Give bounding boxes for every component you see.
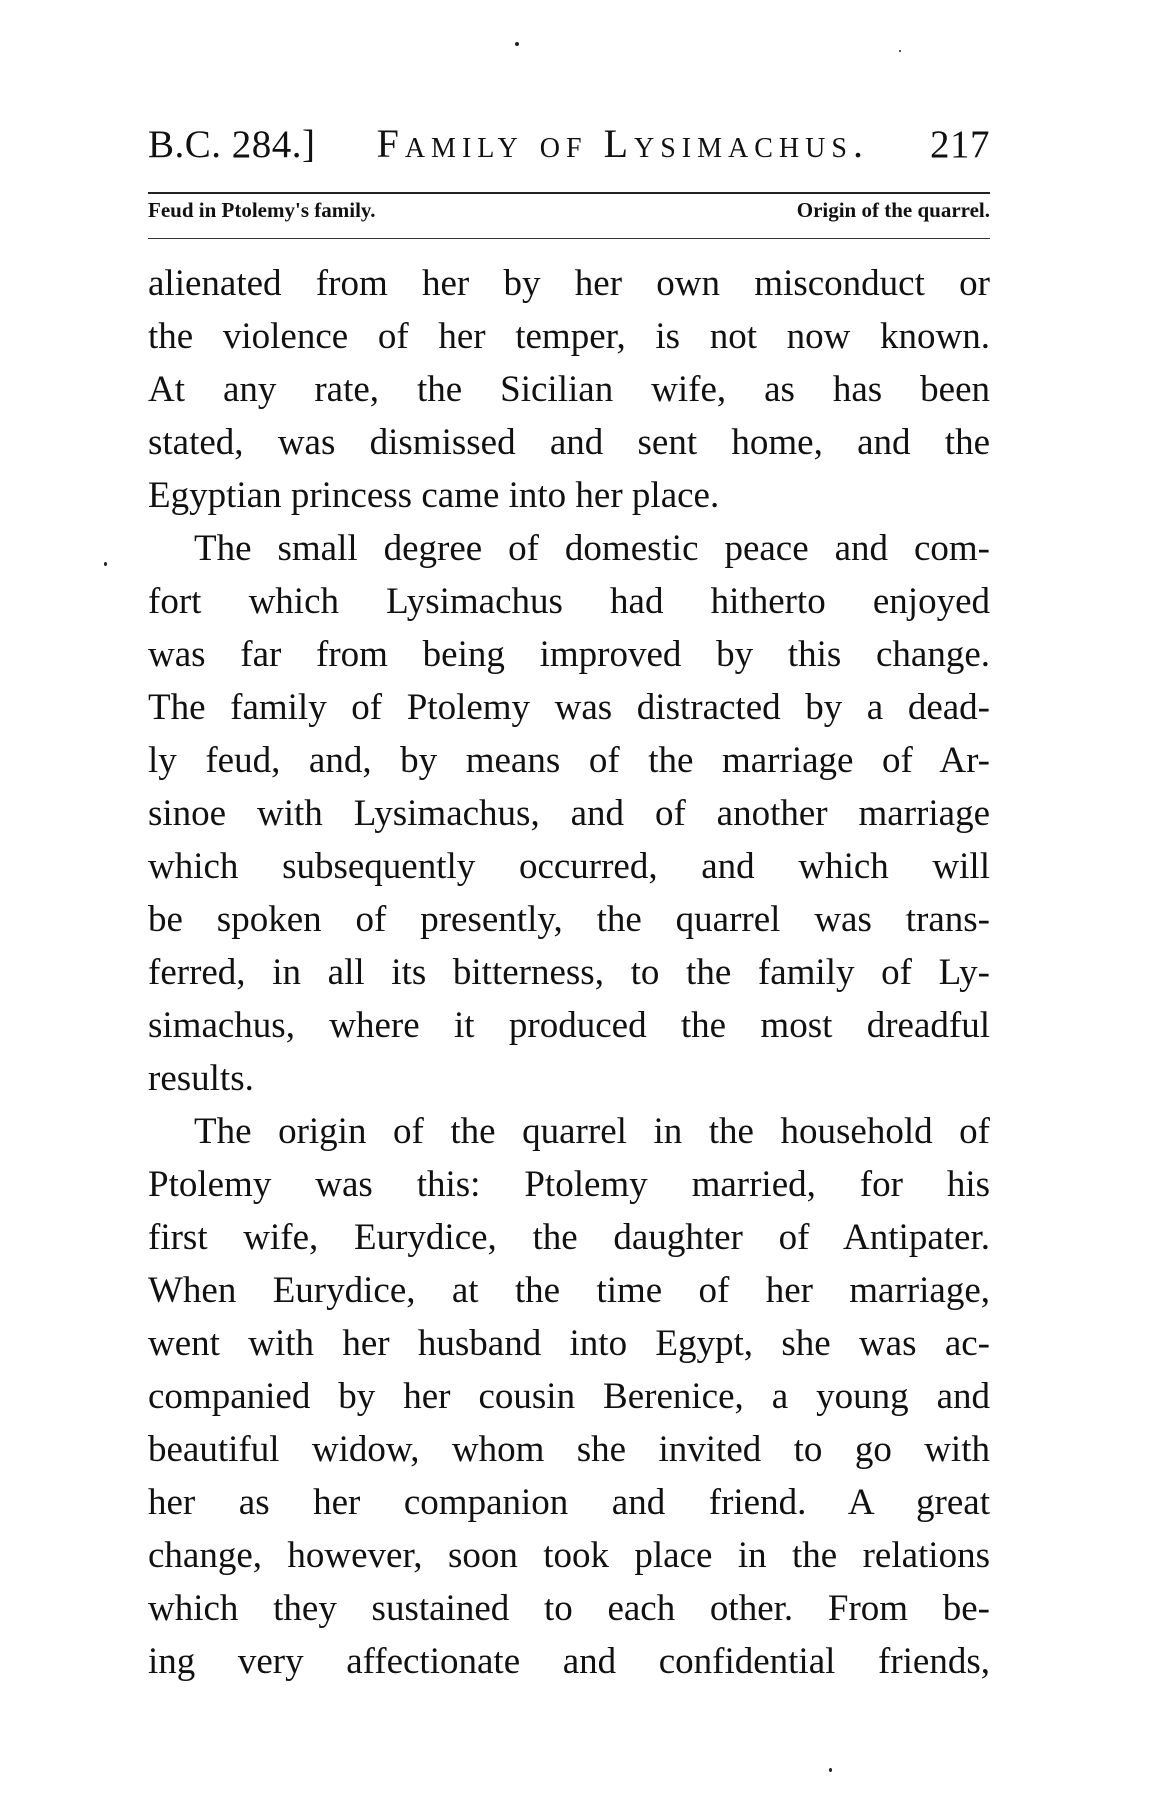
subheader-right: Origin of the quarrel.	[796, 198, 990, 222]
paragraph	[148, 522, 990, 1105]
header-title: Family of Lysimachus.	[376, 121, 869, 166]
text-line: The family of Ptolemy was distracted by a dead-	[148, 687, 990, 728]
page-number: 217	[930, 123, 990, 166]
scan-speck	[899, 50, 901, 52]
text-line: was far from being improved by this change.	[148, 634, 990, 675]
text-line: change, however, soon took place in the relations	[148, 1535, 990, 1576]
body-text	[148, 257, 990, 1688]
text-line: ferred, in all its bitterness, to the family of Ly-	[148, 952, 990, 993]
text-line: be spoken of presently, the quarrel was trans-	[148, 899, 990, 940]
text-line: The small degree of domestic peace and com-	[194, 528, 990, 569]
text-line: first wife, Eurydice, the daughter of Antipater.	[148, 1217, 990, 1258]
text-line: Ptolemy was this: Ptolemy married, for his	[148, 1164, 990, 1205]
text-line: which they sustained to each other. From be-	[148, 1588, 990, 1629]
subheader	[148, 198, 990, 223]
scan-speck	[829, 1768, 832, 1772]
text-line: stated, was dismissed and sent home, and the	[148, 422, 990, 463]
text-line: which subsequently occurred, and which will	[148, 846, 990, 887]
header-rule	[148, 192, 990, 194]
subheader-rule	[148, 238, 990, 239]
text-line: companied by her cousin Berenice, a young and	[148, 1376, 990, 1417]
text-line: alienated from her by her own misconduct or	[148, 263, 990, 304]
header-date: B.C. 284.]	[148, 123, 316, 166]
paragraph	[148, 1105, 990, 1688]
text-line: went with her husband into Egypt, she was ac-	[148, 1323, 990, 1364]
text-line: beautiful widow, whom she invited to go with	[148, 1429, 990, 1470]
text-line: her as her companion and friend. A great	[148, 1482, 990, 1523]
text-line: sinoe with Lysimachus, and of another marriage	[148, 793, 990, 834]
text-line: When Eurydice, at the time of her marriage,	[148, 1270, 990, 1311]
scan-speck	[515, 42, 519, 46]
text-line: ly feud, and, by means of the marriage of Ar-	[148, 740, 990, 781]
running-head	[148, 120, 990, 176]
text-line: The origin of the quarrel in the household of	[194, 1111, 990, 1152]
book-page	[148, 0, 990, 1795]
text-line: ing very affectionate and confidential friends,	[148, 1641, 990, 1682]
text-line: the violence of her temper, is not now known.	[148, 316, 990, 357]
text-line: At any rate, the Sicilian wife, as has been	[148, 369, 990, 410]
text-line: results.	[148, 1058, 254, 1099]
subheader-left: Feud in Ptolemy's family.	[148, 198, 376, 222]
paragraph	[148, 257, 990, 522]
text-line: fort which Lysimachus had hitherto enjoyed	[148, 581, 990, 622]
scan-speck	[104, 562, 107, 566]
text-line: simachus, where it produced the most dreadful	[148, 1005, 990, 1046]
text-line: Egyptian princess came into her place.	[148, 475, 720, 516]
